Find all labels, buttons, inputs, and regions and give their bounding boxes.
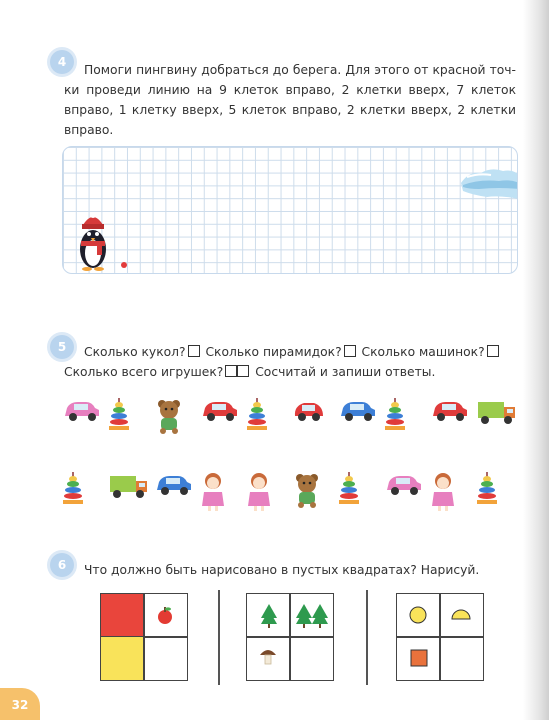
task-4-line: ки проведи линию на 9 клеток вправо, 2 клетки вверх, 7 клеток: [64, 83, 516, 97]
answer-box-pyramids[interactable]: [344, 345, 356, 357]
doll-bear-toy: [292, 472, 322, 512]
apple-icon: [155, 605, 175, 625]
cell-square: [396, 636, 441, 681]
page-number: 32: [0, 688, 40, 720]
divider-1: [218, 590, 220, 685]
doll-bear-toy: [154, 398, 184, 438]
doll-girl-toy: [200, 472, 226, 516]
puzzle-square-3: [396, 593, 484, 681]
instruction-count: Сосчитай и запиши ответы.: [255, 365, 436, 379]
yellow-semicircle-icon: [451, 608, 471, 620]
cell-semicircle: [439, 593, 484, 638]
pyramid-toy: [246, 398, 268, 436]
question-cars: Сколько машинок?: [361, 345, 485, 359]
ice-shore-image: [459, 165, 518, 201]
truck-toy: [476, 398, 518, 432]
red-square-icon: [410, 649, 428, 667]
task-5-line-1: [84, 342, 516, 362]
penguin-image: [75, 213, 111, 271]
task-6-text: Что должно быть нарисовано в пустых квадратах? Нарисуй.: [84, 563, 480, 577]
cell-empty[interactable]: [143, 636, 188, 681]
page-edge-shadow: [523, 0, 549, 720]
cell-yellow: [100, 636, 145, 681]
toys-row-1: [60, 392, 520, 442]
pyramid-toy: [338, 472, 360, 510]
trees-icon: [296, 604, 328, 628]
cell-red: [100, 593, 145, 638]
answer-box-total-1[interactable]: [225, 365, 237, 377]
pyramid-toy: [476, 472, 498, 510]
start-red-dot: [121, 262, 127, 268]
yellow-circle-icon: [408, 605, 428, 625]
doll-girl-toy: [430, 472, 456, 516]
answer-box-dolls[interactable]: [188, 345, 200, 357]
cell-two-trees: [289, 593, 334, 638]
car-red-toy: [430, 398, 470, 428]
task-4-line: вправо, 1 клетку вверх, 5 клеток вправо, 2 клетки вверх, 2 клетки: [64, 103, 516, 117]
truck-toy: [108, 472, 150, 506]
pyramid-toy: [108, 398, 130, 436]
task-4-line: вправо.: [64, 123, 114, 137]
task-4-line: Помоги пингвину добраться до берега. Для этого от красной точ-: [84, 63, 516, 77]
question-dolls: Сколько кукол?: [84, 345, 186, 359]
question-pyramids: Сколько пирамидок?: [205, 345, 342, 359]
task-5-badge: 5: [50, 335, 74, 359]
cell-empty[interactable]: [289, 636, 334, 681]
toys-row-2: [60, 466, 520, 516]
mushroom-icon: [259, 647, 277, 665]
cell-circle: [396, 593, 441, 638]
cell-empty[interactable]: [439, 636, 484, 681]
task-4-badge: 4: [50, 50, 74, 74]
doll-girl-toy: [246, 472, 272, 516]
task-4-text: [64, 60, 516, 140]
car-red-small-toy: [292, 398, 326, 428]
car-pink-toy: [62, 398, 102, 428]
cell-apple: [143, 593, 188, 638]
puzzle-square-1: [100, 593, 188, 681]
pyramid-toy: [384, 398, 406, 436]
question-total: Сколько всего игрушек?: [64, 365, 224, 379]
answer-box-total-2[interactable]: [237, 365, 249, 377]
car-blue-toy: [154, 472, 194, 502]
pyramid-toy: [62, 472, 84, 510]
cell-mushroom: [246, 636, 291, 681]
cell-tree: [246, 593, 291, 638]
divider-2: [366, 590, 368, 685]
car-blue-toy: [338, 398, 378, 428]
task-5-line-2: [64, 362, 516, 382]
drawing-grid[interactable]: [62, 146, 518, 274]
tree-icon: [261, 604, 277, 628]
puzzle-square-2: [246, 593, 334, 681]
car-pink-toy: [384, 472, 424, 502]
car-red-toy: [200, 398, 240, 428]
task-5-text: [64, 342, 516, 382]
answer-box-cars[interactable]: [487, 345, 499, 357]
task-6-badge: 6: [50, 553, 74, 577]
